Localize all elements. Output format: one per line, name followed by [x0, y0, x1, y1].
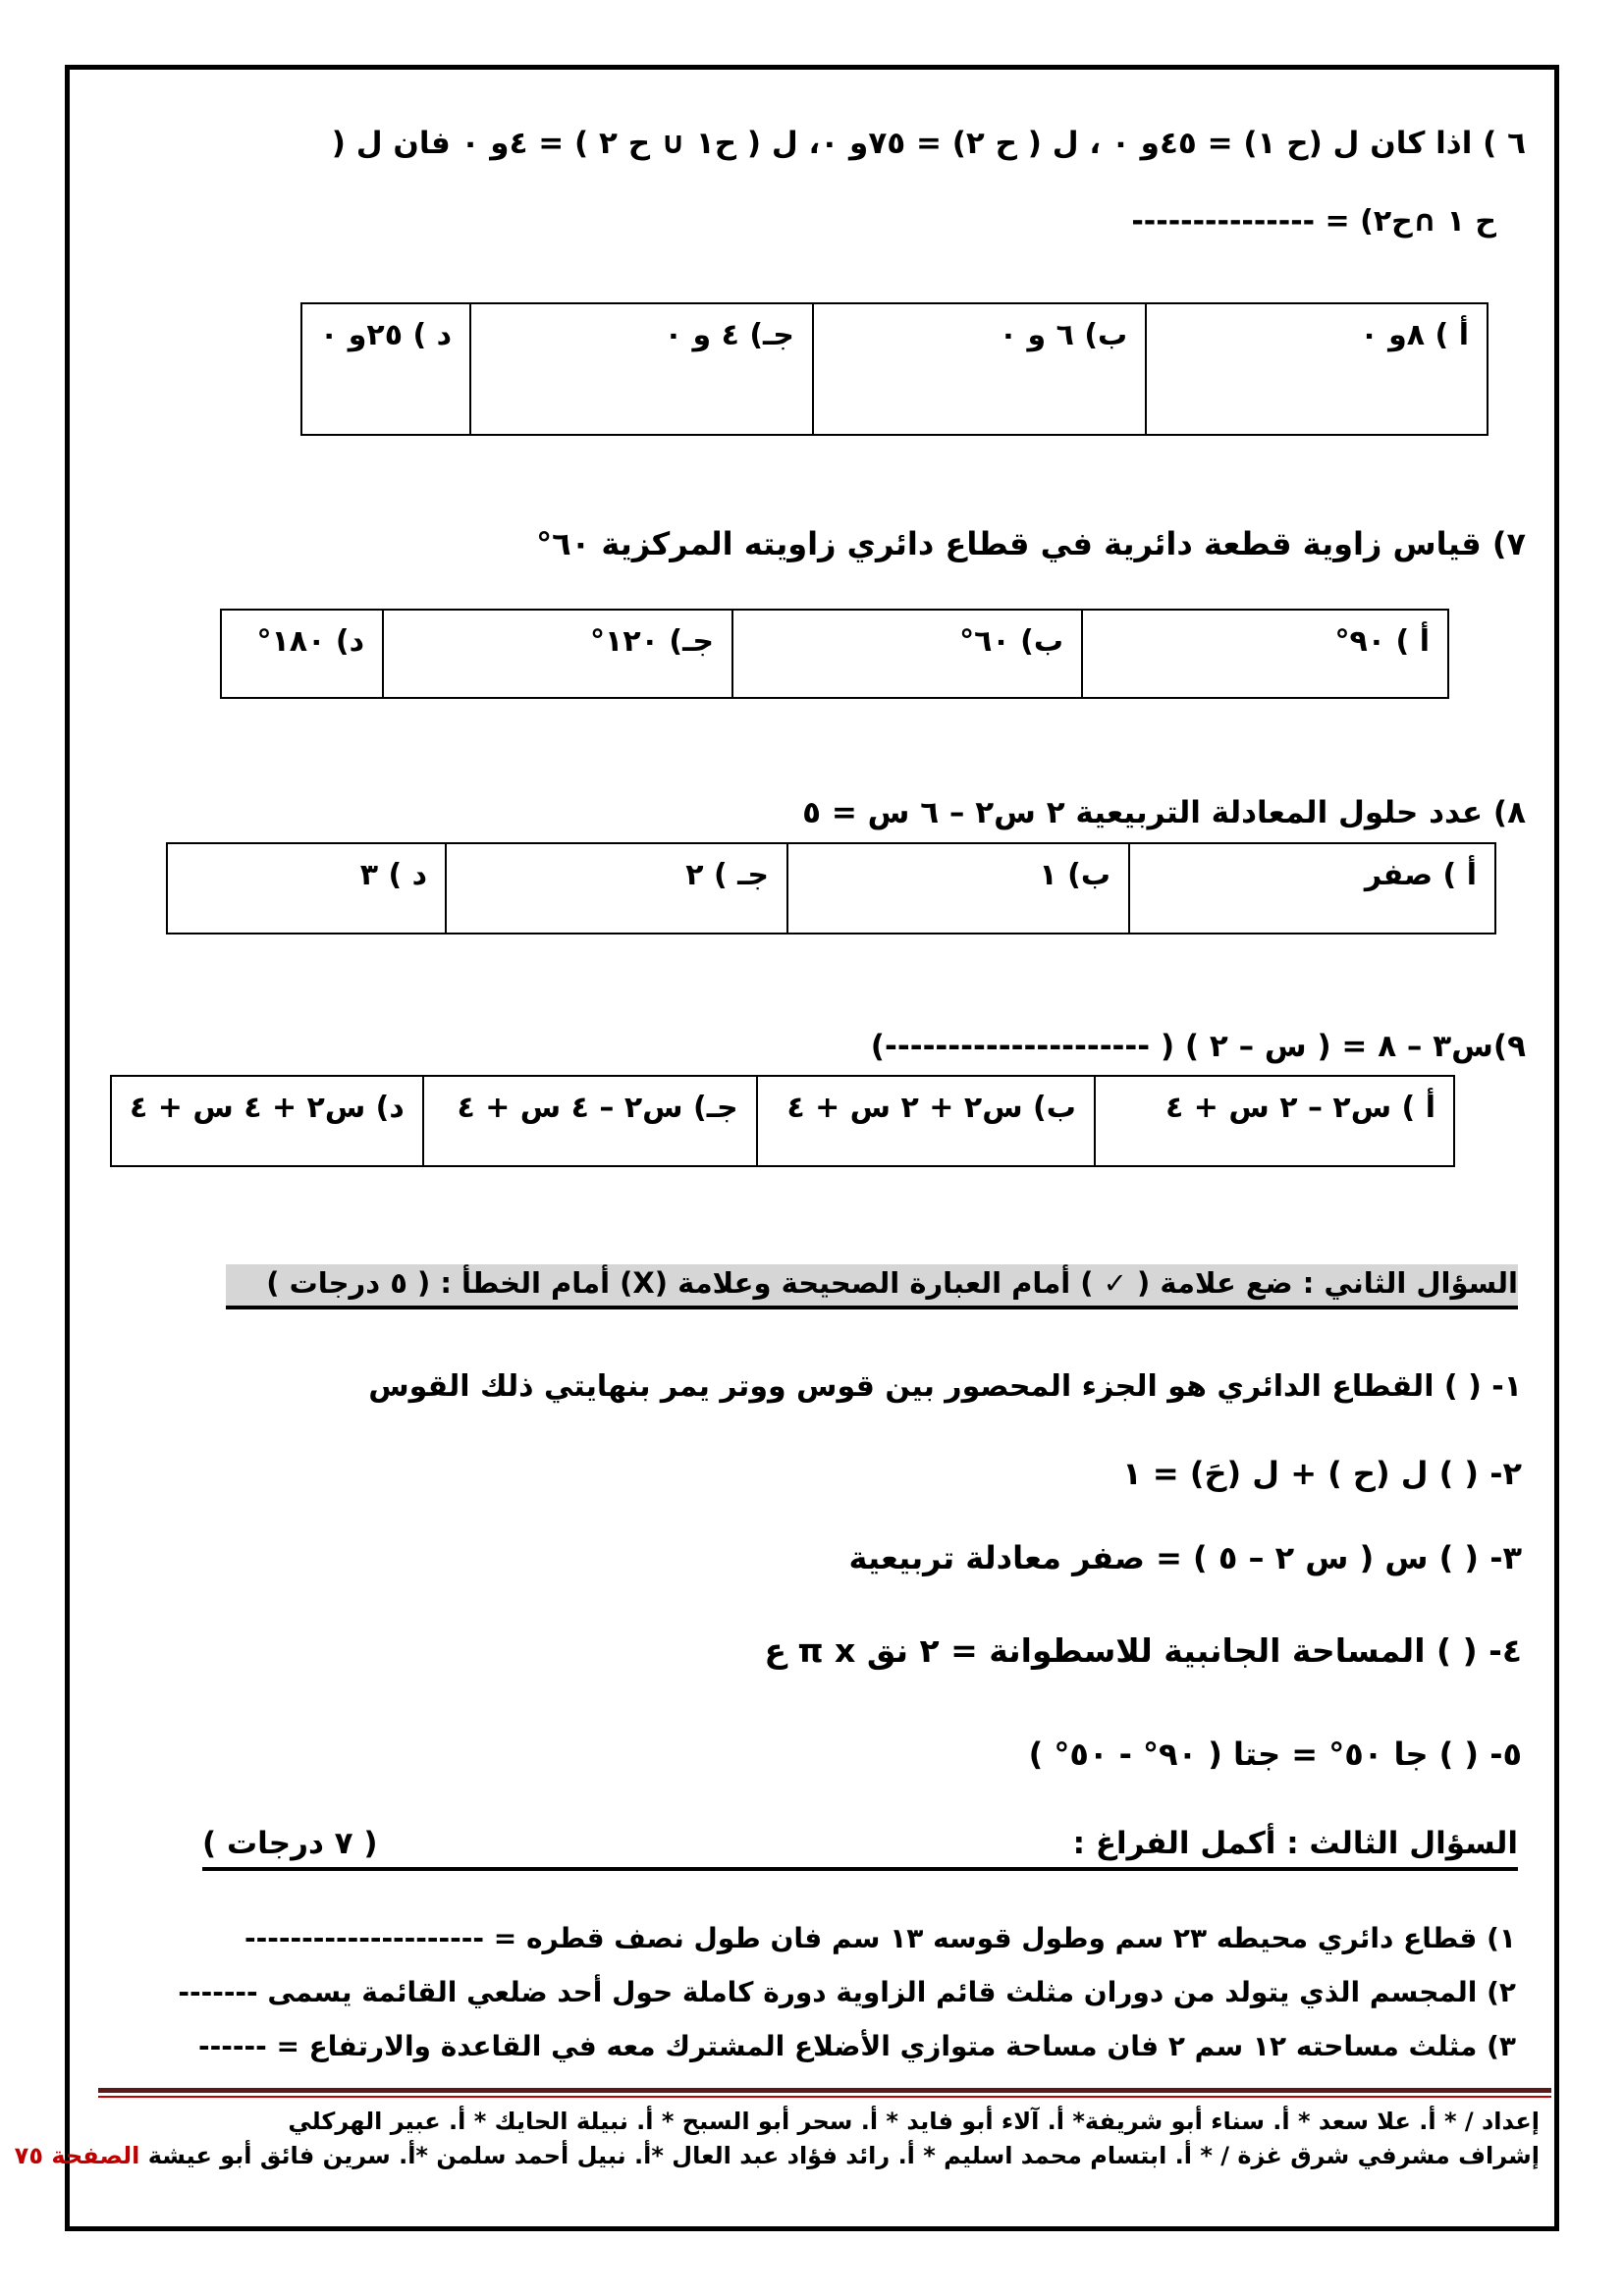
q7-option-d[interactable]: د) ١٨٠°: [221, 610, 383, 698]
footer-prepared-by: إعداد / * أ. علا سعد * أ. سناء أبو شريفة* أ. آلاء أبو فايد * أ. سحر أبو السبح * أ. نبيلة الحايك * أ. عبير الهركلي: [288, 2108, 1540, 2135]
q9-option-c[interactable]: جـ) س٢ – ٤ س + ٤: [423, 1076, 757, 1166]
q7-options: [220, 609, 1449, 699]
section2-item-1: ١- ( ) القطاع الدائري هو الجزء المحصور بين قوس ووتر يمر بنهايتي ذلك القوس: [368, 1369, 1522, 1404]
q6-options: [300, 302, 1489, 436]
q9-option-d[interactable]: د) س٢ + ٤ س + ٤: [111, 1076, 423, 1166]
q7-option-a[interactable]: أ ) ٩٠°: [1082, 610, 1448, 698]
section2-item-5: ٥- ( ) جا ٥٠° = جتا ( ٩٠° - ٥٠° ): [1028, 1735, 1522, 1773]
section3-heading-text: السؤال الثالث : أكمل الفراغ :: [1072, 1826, 1518, 1861]
q6-option-c[interactable]: جـ) ٤ و ٠: [470, 303, 813, 435]
footer-supervision: [15, 2142, 1540, 2169]
section3-marks: ( ٧ درجات ): [202, 1826, 378, 1861]
q9-options: [110, 1075, 1455, 1167]
q9-option-a[interactable]: أ ) س٢ – ٢ س + ٤: [1095, 1076, 1454, 1166]
q9-option-b[interactable]: ب) س٢ + ٢ س + ٤: [757, 1076, 1095, 1166]
q8-options: [166, 842, 1496, 934]
q6-option-b[interactable]: ب) ٦ و ٠: [813, 303, 1146, 435]
q8-option-b[interactable]: ب) ١: [787, 843, 1129, 934]
footer-rule-red: [98, 2096, 1551, 2098]
section2-item-3: ٣- ( ) س ( س ٢ – ٥ ) = صفر معادلة تربيعية: [848, 1539, 1522, 1576]
section2-item-4: ٤- ( ) المساحة الجانبية للاسطوانة = ٢ نق π x ع: [764, 1631, 1522, 1670]
footer-rule-dark: [98, 2088, 1551, 2093]
page-number-label: الصفحة ٧٥: [14, 2142, 140, 2169]
q7-text: ٧) قياس زاوية قطعة دائرية في قطاع دائري زاويته المركزية ٦٠°: [536, 525, 1526, 562]
section2-item-2: ٢- ( ) ل (ح ) + ل (حَ) = ١: [1122, 1455, 1522, 1492]
q8-option-c[interactable]: جـ ) ٢: [446, 843, 787, 934]
q6-line1: ٦ ) اذا كان ل (ح ١) = ٤٥و ٠ ، ل ( ح ٢) = ٧٥و ٠، ل ( ح١ ∪ ح ٢ ) = ٤و ٠ فان ل (: [331, 126, 1526, 161]
q6-option-d[interactable]: د ) ٢٥و ٠: [301, 303, 470, 435]
q8-text: ٨) عدد حلول المعادلة التربيعية ٢ س٢ – ٦ س = ٥: [802, 795, 1526, 830]
q7-option-c[interactable]: جـ) ١٢٠°: [383, 610, 732, 698]
q8-option-d[interactable]: د ) ٣: [167, 843, 446, 934]
section3-item-1: ١) قطاع دائري محيطه ٢٣ سم وطول قوسه ١٣ سم فان طول نصف قطره = ---------------------: [244, 1922, 1516, 1954]
section2-heading-text: السؤال الثاني : ضع علامة ( ✓ ) أمام العبارة الصحيحة وعلامة (X) أمام الخطأ : ( ٥ درجات ): [266, 1266, 1518, 1300]
q6-line2: ح ١ ∩ح٢) = ---------------: [1131, 204, 1496, 239]
q7-option-b[interactable]: ب) ٦٠°: [732, 610, 1082, 698]
section3-heading: [202, 1824, 1518, 1871]
section3-item-2: ٢) المجسم الذي يتولد من دوران مثلث قائم الزاوية دورة كاملة حول أحد ضلعي القائمة يسمى -------: [178, 1976, 1516, 2008]
section2-heading: [226, 1264, 1518, 1309]
q8-option-a[interactable]: أ ) صفر: [1129, 843, 1495, 934]
section3-item-3: ٣) مثلث مساحته ١٢ سم ٢ فان مساحة متوازي الأضلاع المشترك معه في القاعدة والارتفاع = ------: [198, 2030, 1516, 2062]
q6-option-a[interactable]: أ ) ٨و ٠: [1146, 303, 1488, 435]
q9-text: ٩)س٣ – ٨ = ( س – ٢ ) ( ---------------------): [870, 1029, 1526, 1064]
footer-supervision-text: إشراف مشرفي شرق غزة / * أ. ابتسام محمد اسليم * أ. رائد فؤاد عبد العال *أ. نبيل أحمد سلمن *أ. سرين فائق أبو عيشة: [147, 2142, 1540, 2169]
